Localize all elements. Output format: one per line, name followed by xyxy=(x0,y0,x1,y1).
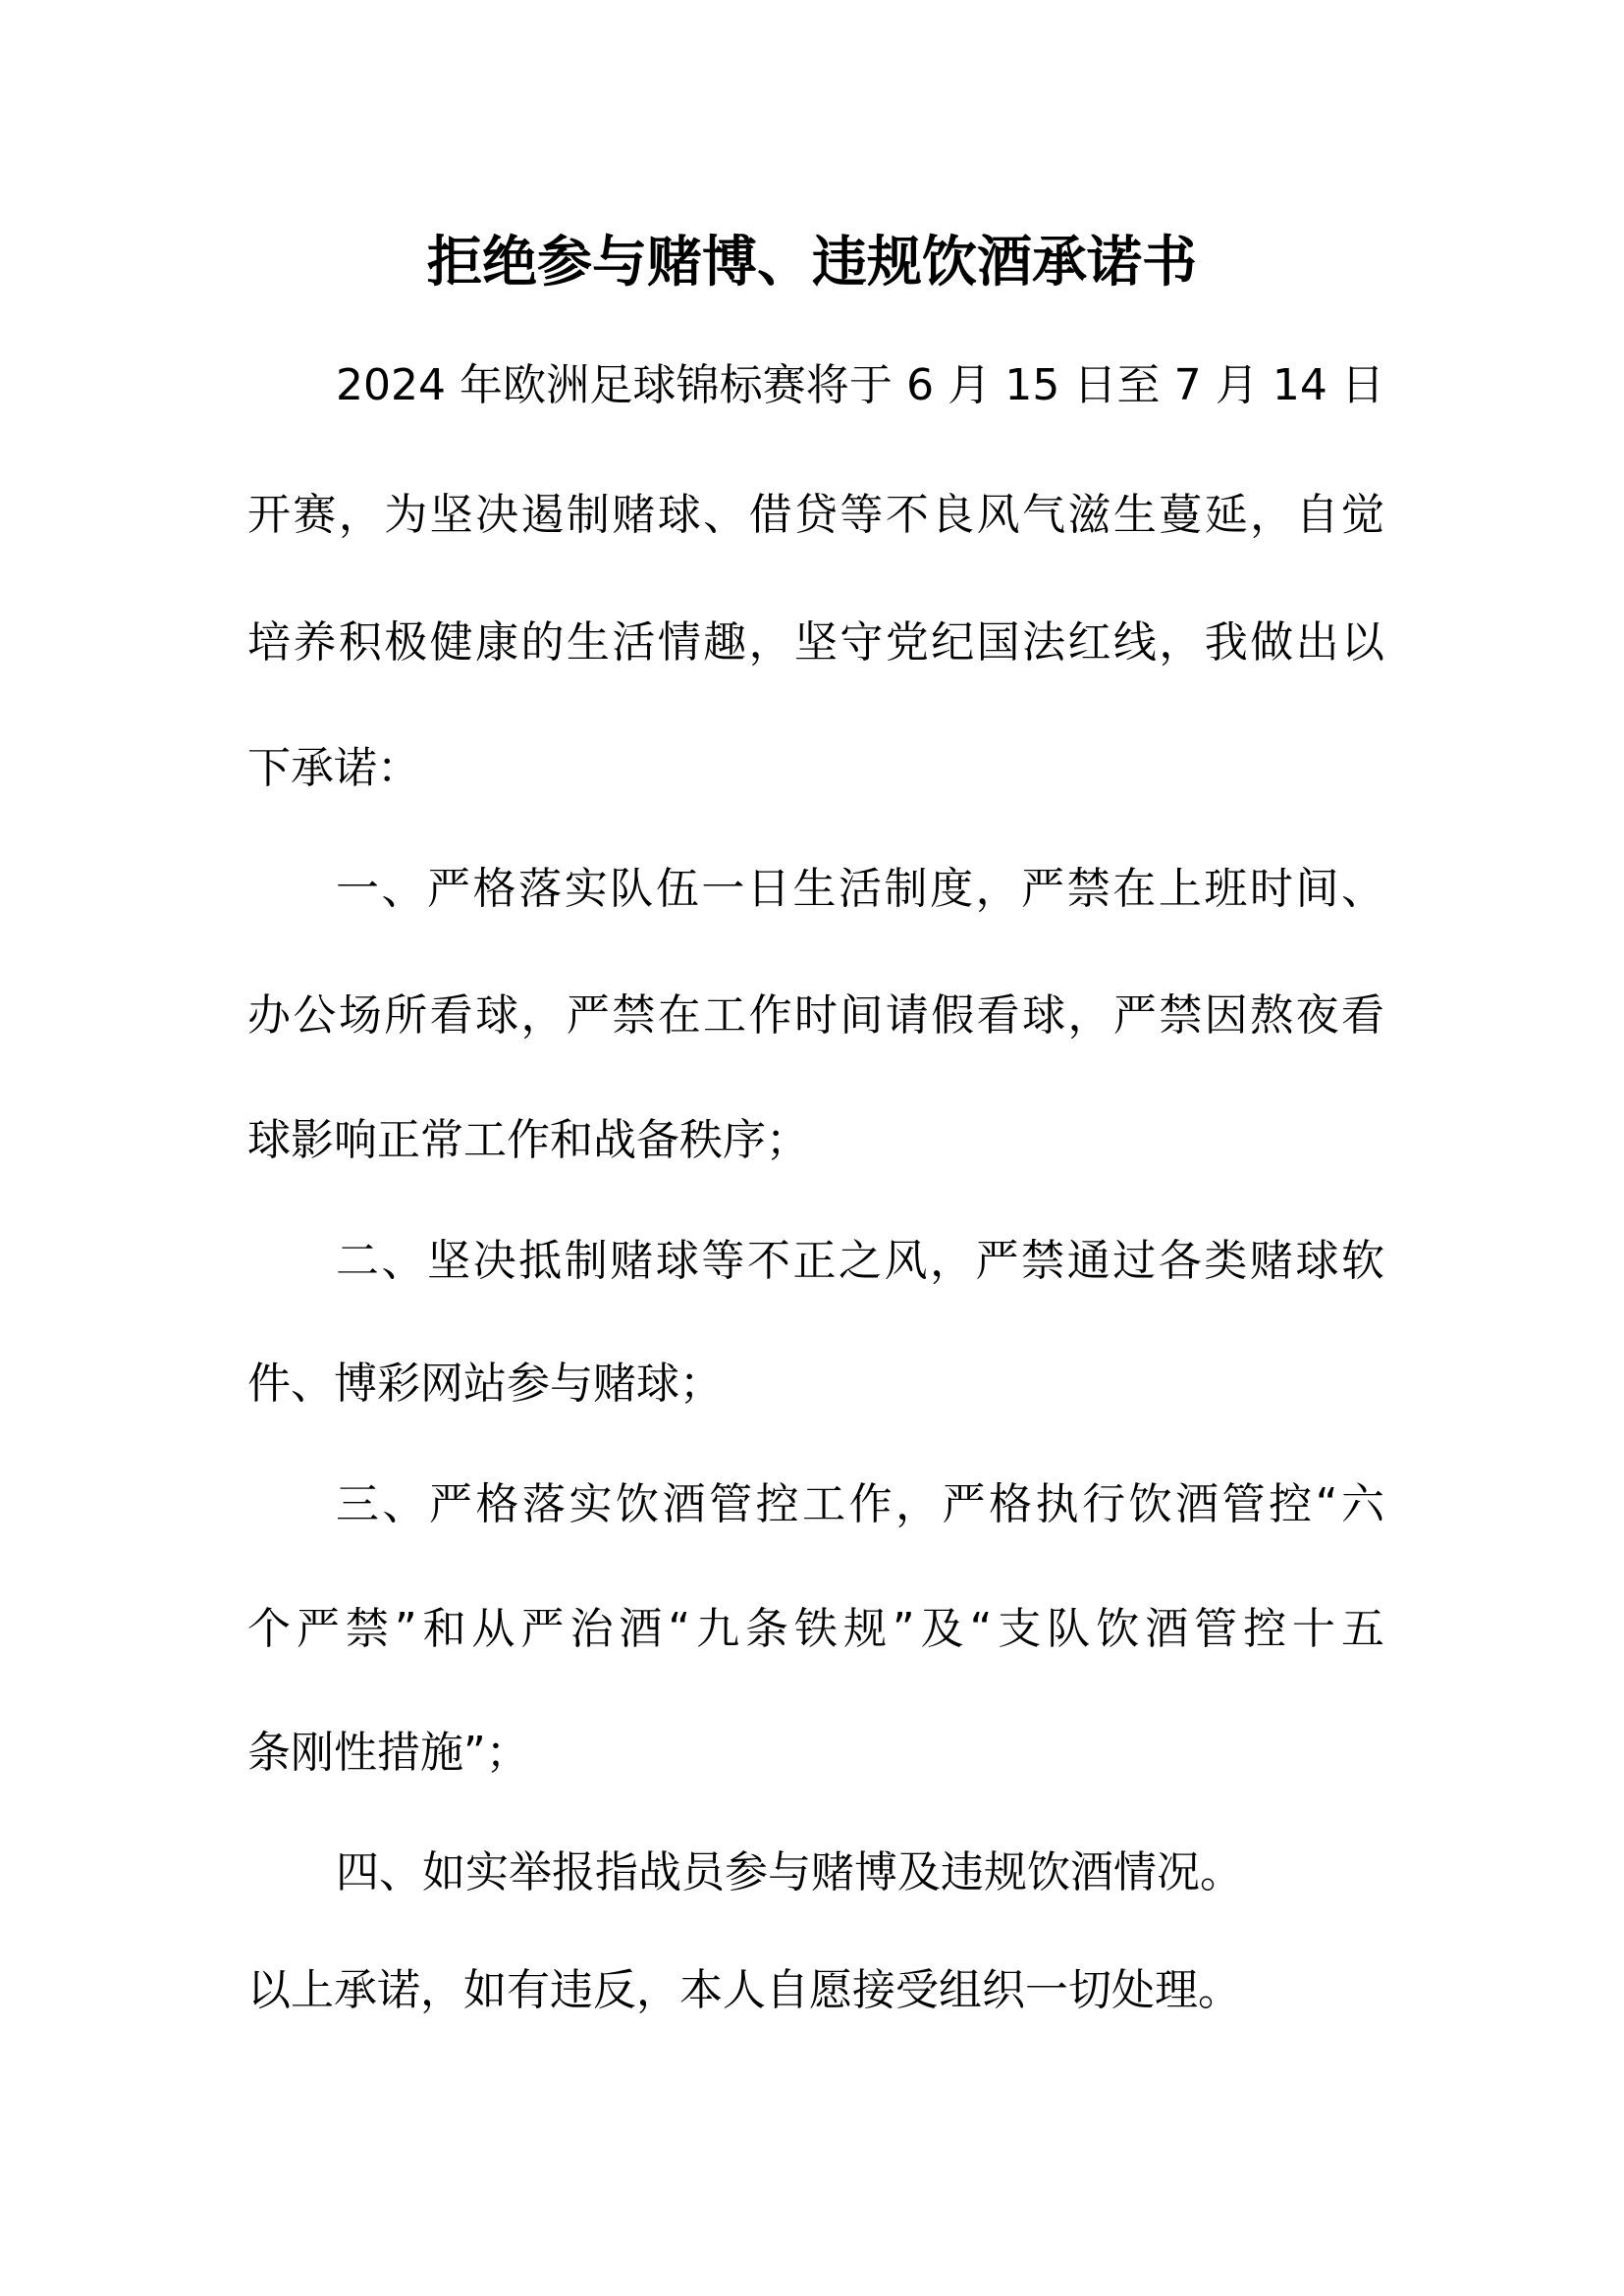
paragraph-3-line-1: 二、坚决抵制赌球等不正之风，严禁通过各类赌球软 xyxy=(336,1236,1384,1286)
paragraph-2-line-3: 球影响正常工作和战备秩序； xyxy=(247,1115,809,1165)
paragraph-1-line-3: 培养积极健康的生活情趣，坚守党纪国法红线，我做出以 xyxy=(247,617,1384,667)
paragraph-2-line-2: 办公场所看球，严禁在工作时间请假看球，严禁因熬夜看 xyxy=(247,990,1384,1041)
paragraph-5-line-1: 四、如实举报指战员参与赌博及违规饮酒情况。 xyxy=(336,1847,1243,1897)
paragraph-4-line-3: 条刚性措施”； xyxy=(247,1728,529,1778)
paragraph-4-line-2: 个严禁”和从严治酒“九条铁规”及“支队饮酒管控十五 xyxy=(247,1604,1384,1654)
paragraph-1-line-1: 2024 年欧洲足球锦标赛将于 6 月 15 日至 7 月 14 日 xyxy=(336,360,1384,410)
paragraph-1-line-4: 下承诺： xyxy=(247,743,420,793)
closing-statement: 以上承诺，如有违反，本人自愿接受组织一切处理。 xyxy=(247,1965,1241,2015)
paragraph-3-line-2: 件、博彩网站参与赌球； xyxy=(247,1359,723,1409)
paragraph-4-line-1: 三、严格落实饮酒管控工作，严格执行饮酒管控“六 xyxy=(336,1479,1384,1529)
paragraph-1-line-2: 开赛，为坚决遏制赌球、借贷等不良风气滋生蔓延，自觉 xyxy=(247,490,1384,540)
paragraph-2-line-1: 一、严格落实队伍一日生活制度，严禁在上班时间、 xyxy=(336,864,1384,914)
document-title: 拒绝参与赌博、违规饮酒承诺书 xyxy=(427,230,1197,294)
